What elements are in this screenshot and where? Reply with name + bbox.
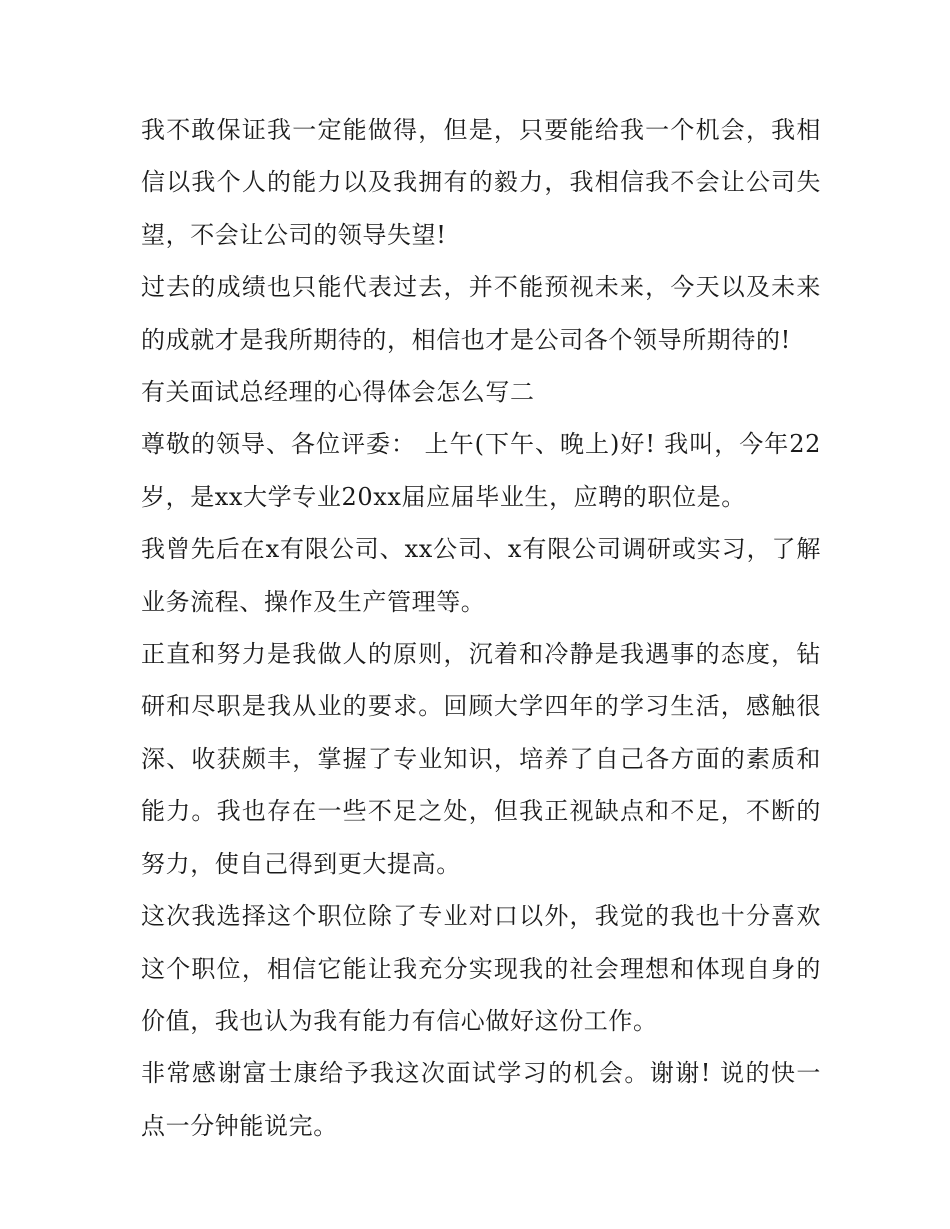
paragraph-opening-commitment: 我不敢保证我一定能做得，但是，只要能给我一个机会，我相信以我个人的能力以及我拥有的毅力，我相信我不会让公司失望，不会让公司的领导失望!: [141, 116, 821, 249]
paragraph-experience: 我曾先后在x有限公司、xx公司、x有限公司调研或实习，了解业务流程、操作及生产管理等。: [141, 535, 821, 616]
paragraph-closing-thanks: 非常感谢富士康给予我这次面试学习的机会。谢谢! 说的快一点一分钟能说完。: [141, 1059, 821, 1140]
paragraph-past-future: 过去的成绩也只能代表过去，并不能预视未来，今天以及未来的成就才是我所期待的，相信也才是公司各个领导所期待的!: [141, 273, 821, 354]
paragraph-greeting: 尊敬的领导、各位评委： 上午(下午、晚上)好! 我叫，今年22岁，是xx大学专业20xx届应届毕业生，应聘的职位是。: [141, 430, 821, 511]
paragraph-principles: 正直和努力是我做人的原则，沉着和冷静是我遇事的态度，钻研和尽职是我从业的要求。回顾大学四年的学习生活，感触很深、收获颇丰，掌握了专业知识，培养了自己各方面的素质和能力。我也存在一些不足之处，但我正视缺点和不足，不断的努力，使自己得到更大提高。: [141, 640, 821, 878]
paragraph-position-choice: 这次我选择这个职位除了专业对口以外，我觉的我也十分喜欢这个职位，相信它能让我充分实现我的社会理想和体现自身的价值，我也认为我有能力有信心做好这份工作。: [141, 902, 821, 1035]
section-heading: 有关面试总经理的心得体会怎么写二: [141, 378, 535, 407]
document-body: [141, 104, 821, 1152]
